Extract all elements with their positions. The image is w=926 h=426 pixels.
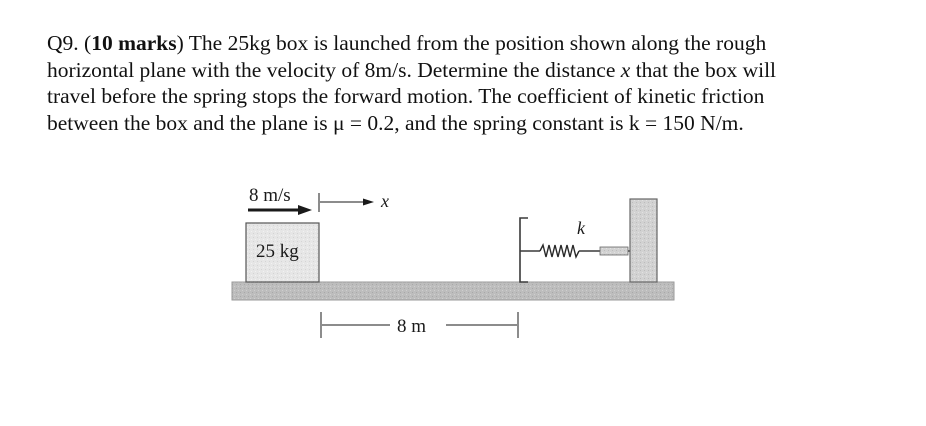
question-number: Q9.: [47, 31, 79, 55]
question-line-3: travel before the spring stops the forward motion. The coefficient of kinetic friction: [47, 84, 765, 108]
box-mass-label: 25 kg: [256, 241, 299, 262]
distance-label: 8 m: [397, 316, 427, 337]
ground-plane: [232, 282, 674, 300]
spring-constant-label: k: [577, 218, 585, 238]
question-line-2-text-b: that the box will: [630, 57, 777, 82]
spring-coil: [540, 245, 579, 257]
x-label: x: [381, 191, 389, 211]
velocity-arrow-head: [298, 205, 312, 215]
spring-plate: [520, 218, 528, 282]
question-marks: 10 marks: [91, 31, 177, 55]
distance-variable: x: [620, 57, 631, 82]
question-line-2-text-a: horizontal plane with the velocity of 8m/s. Determine the distance: [47, 57, 621, 82]
x-arrow-head: [363, 199, 374, 206]
question-line-1: Q9. (10 marks) The 25kg box is launched from the position shown along the rough: [47, 31, 767, 55]
question-line-1-text: The 25kg box is launched from the position shown along the rough: [188, 31, 767, 55]
spring-end-cap: [600, 247, 628, 255]
question-line-4: between the box and the plane is μ = 0.2, and the spring constant is k = 150 N/m.: [47, 110, 744, 135]
wall: [630, 199, 657, 282]
velocity-label: 8 m/s: [249, 185, 291, 206]
